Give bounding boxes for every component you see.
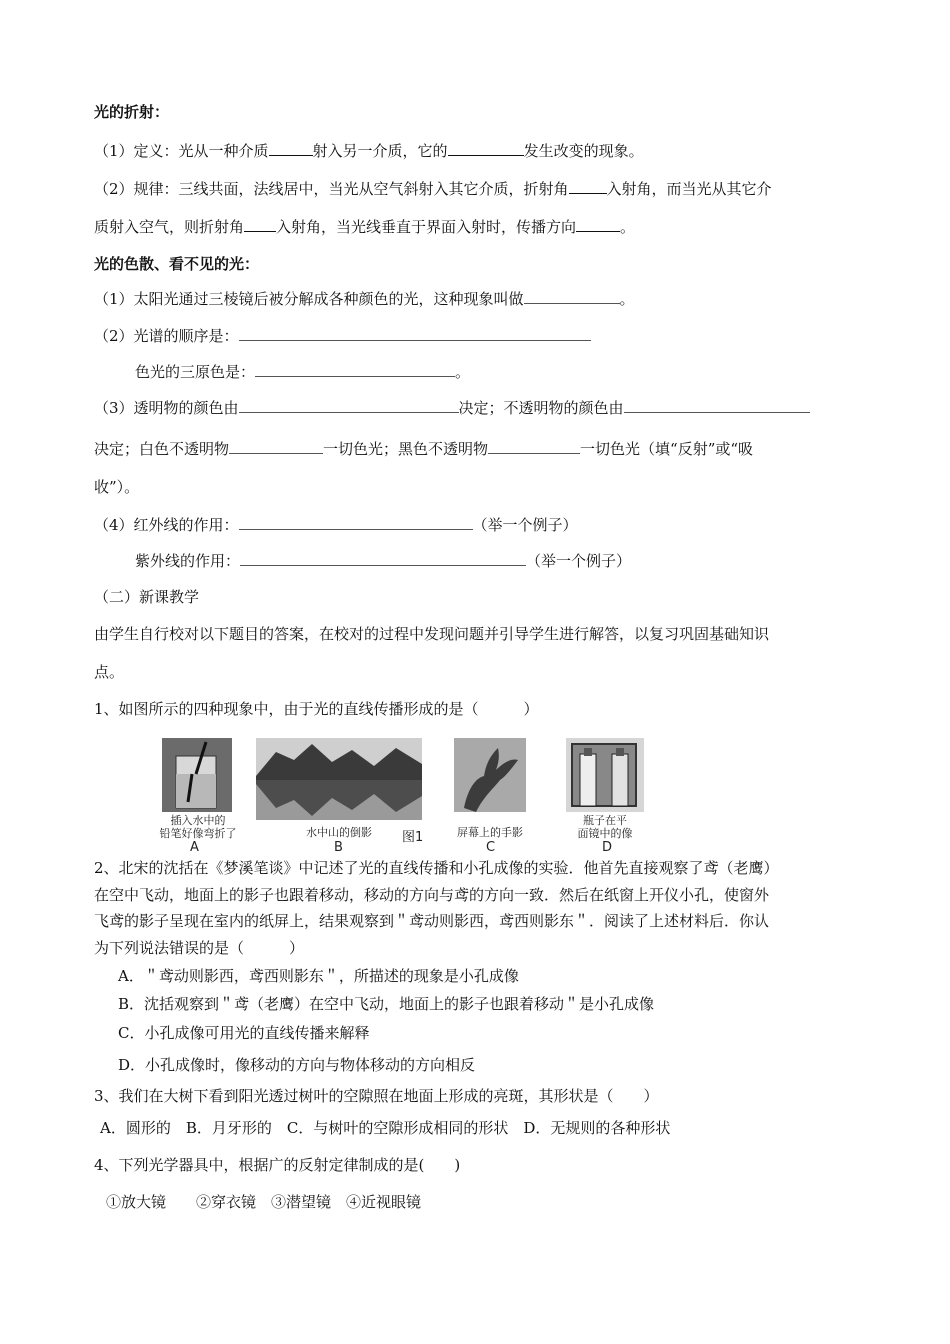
dispersion-heading: 光的色散、看不见的光： — [94, 255, 260, 273]
answer-blank[interactable] — [239, 397, 459, 413]
instruction-line1: 由学生自行校对以下题目的答案，在校对的过程中发现问题并引导学生进行解答，以复习巩固基础知识 — [94, 625, 770, 643]
answer-blank[interactable] — [488, 438, 580, 454]
answer-blank[interactable] — [448, 140, 524, 156]
question-2-line2: 在空中飞动，地面上的影子也跟着移动，移动的方向与鸢的方向一致．然后在纸窗上开仪小孔，使窗外 — [94, 886, 770, 904]
figure-b-image — [256, 738, 422, 820]
dispersion-q1: （1）太阳光通过三棱镜后被分解成各种颜色的光，这种现象叫做 。 — [94, 290, 635, 308]
question-1-stem: 1、如图所示的四种现象中，由于光的直线传播形成的是（ ） — [94, 700, 539, 718]
ultraviolet-use: 紫外线的作用： （举一个例子） — [135, 552, 632, 570]
figure-label-a: A — [190, 840, 199, 855]
object-color-line3: 收”）。 — [94, 478, 140, 496]
object-color-line1: （3）透明物的颜色由 决定；不透明物的颜色由 — [94, 397, 810, 418]
figure-label-d: D — [602, 840, 613, 855]
figure-c-caption: 屏幕上的手影 — [457, 826, 523, 839]
figure-d-caption-1: 瓶子在平 — [583, 814, 627, 827]
figure-d-image — [566, 738, 644, 812]
question-2-line3: 飞鸢的影子呈现在室内的纸屏上，结果观察到＂鸢动则影西，鸢西则影东＂．阅读了上述材料后．你认 — [94, 912, 770, 930]
answer-blank[interactable] — [569, 178, 607, 194]
figure-label-b: B — [334, 840, 343, 855]
question-2-option-c: C．小孔成像可用光的直线传播来解释 — [118, 1024, 370, 1042]
question-3-options: A．圆形的 B．月牙形的 C．与树叶的空隙形成相同的形状 D．无规则的各种形状 — [100, 1119, 671, 1137]
question-2-option-b: B．沈括观察到＂鸢（老鹰）在空中飞动，地面上的影子也跟着移动＂是小孔成像 — [118, 995, 655, 1013]
primary-colors: 色光的三原色是： 。 — [135, 363, 471, 381]
refraction-rule-line1: （2）规律：三线共面，法线居中，当光从空气斜射入其它介质，折射角 入射角，而当光从其它介 — [94, 180, 772, 198]
new-lesson-heading: （二）新课教学 — [94, 588, 200, 606]
answer-blank[interactable] — [255, 361, 455, 377]
figure-a-caption-2: 铅笔好像弯折了 — [159, 827, 237, 840]
instruction-line2: 点。 — [94, 663, 125, 681]
answer-blank[interactable] — [269, 140, 313, 156]
answer-blank[interactable] — [576, 216, 620, 232]
question-4-stem: 4、下列光学器具中，根据广的反射定律制成的是( ) — [94, 1156, 461, 1174]
question-2-option-d: D．小孔成像时，像移动的方向与物体移动的方向相反 — [118, 1056, 476, 1074]
answer-blank[interactable] — [524, 288, 620, 304]
refraction-heading: 光的折射： — [94, 103, 170, 121]
figure-b-caption: 水中山的倒影 — [306, 826, 372, 839]
question-3-stem: 3、我们在大树下看到阳光透过树叶的空隙照在地面上形成的亮斑，其形状是（ ） — [94, 1087, 659, 1105]
question-2-line4: 为下列说法错误的是（ ） — [94, 939, 305, 957]
question-2-line1: 2、北宋的沈括在《梦溪笔谈》中记述了光的直线传播和小孔成像的实验．他首先直接观察了鸢（老鹰） — [94, 859, 779, 877]
question-4-options: ①放大镜 ②穿衣镜 ③潜望镜 ④近视眼镜 — [106, 1193, 422, 1211]
object-color-line2: 决定；白色不透明物 一切色光；黑色不透明物 一切色光（填“反射”或“吸 — [94, 440, 754, 458]
answer-blank[interactable] — [244, 216, 276, 232]
answer-blank[interactable] — [239, 514, 473, 530]
figure-label-c: C — [486, 840, 496, 855]
answer-blank[interactable] — [624, 397, 810, 413]
figure-a-caption-1: 插入水中的 — [170, 814, 226, 827]
refraction-definition: （1）定义：光从一种介质 射入另一介质，它的 发生改变的现象。 — [94, 142, 644, 160]
figure-a-image — [162, 738, 232, 812]
figure-number: 图1 — [402, 830, 424, 845]
figure-d-caption-2: 面镜中的像 — [577, 827, 633, 840]
answer-blank[interactable] — [229, 438, 323, 454]
spectrum-order: （2）光谱的顺序是： — [94, 325, 591, 346]
infrared-use: （4）红外线的作用： （举一个例子） — [94, 516, 578, 534]
question-2-option-a: A．＂鸢动则影西，鸢西则影东＂，所描述的现象是小孔成像 — [118, 967, 519, 985]
answer-blank[interactable] — [239, 325, 591, 341]
figure-c-image — [454, 738, 526, 812]
refraction-rule-line2: 质射入空气，则折射角 入射角，当光线垂直于界面入射时，传播方向 。 — [94, 218, 636, 236]
answer-blank[interactable] — [240, 550, 526, 566]
